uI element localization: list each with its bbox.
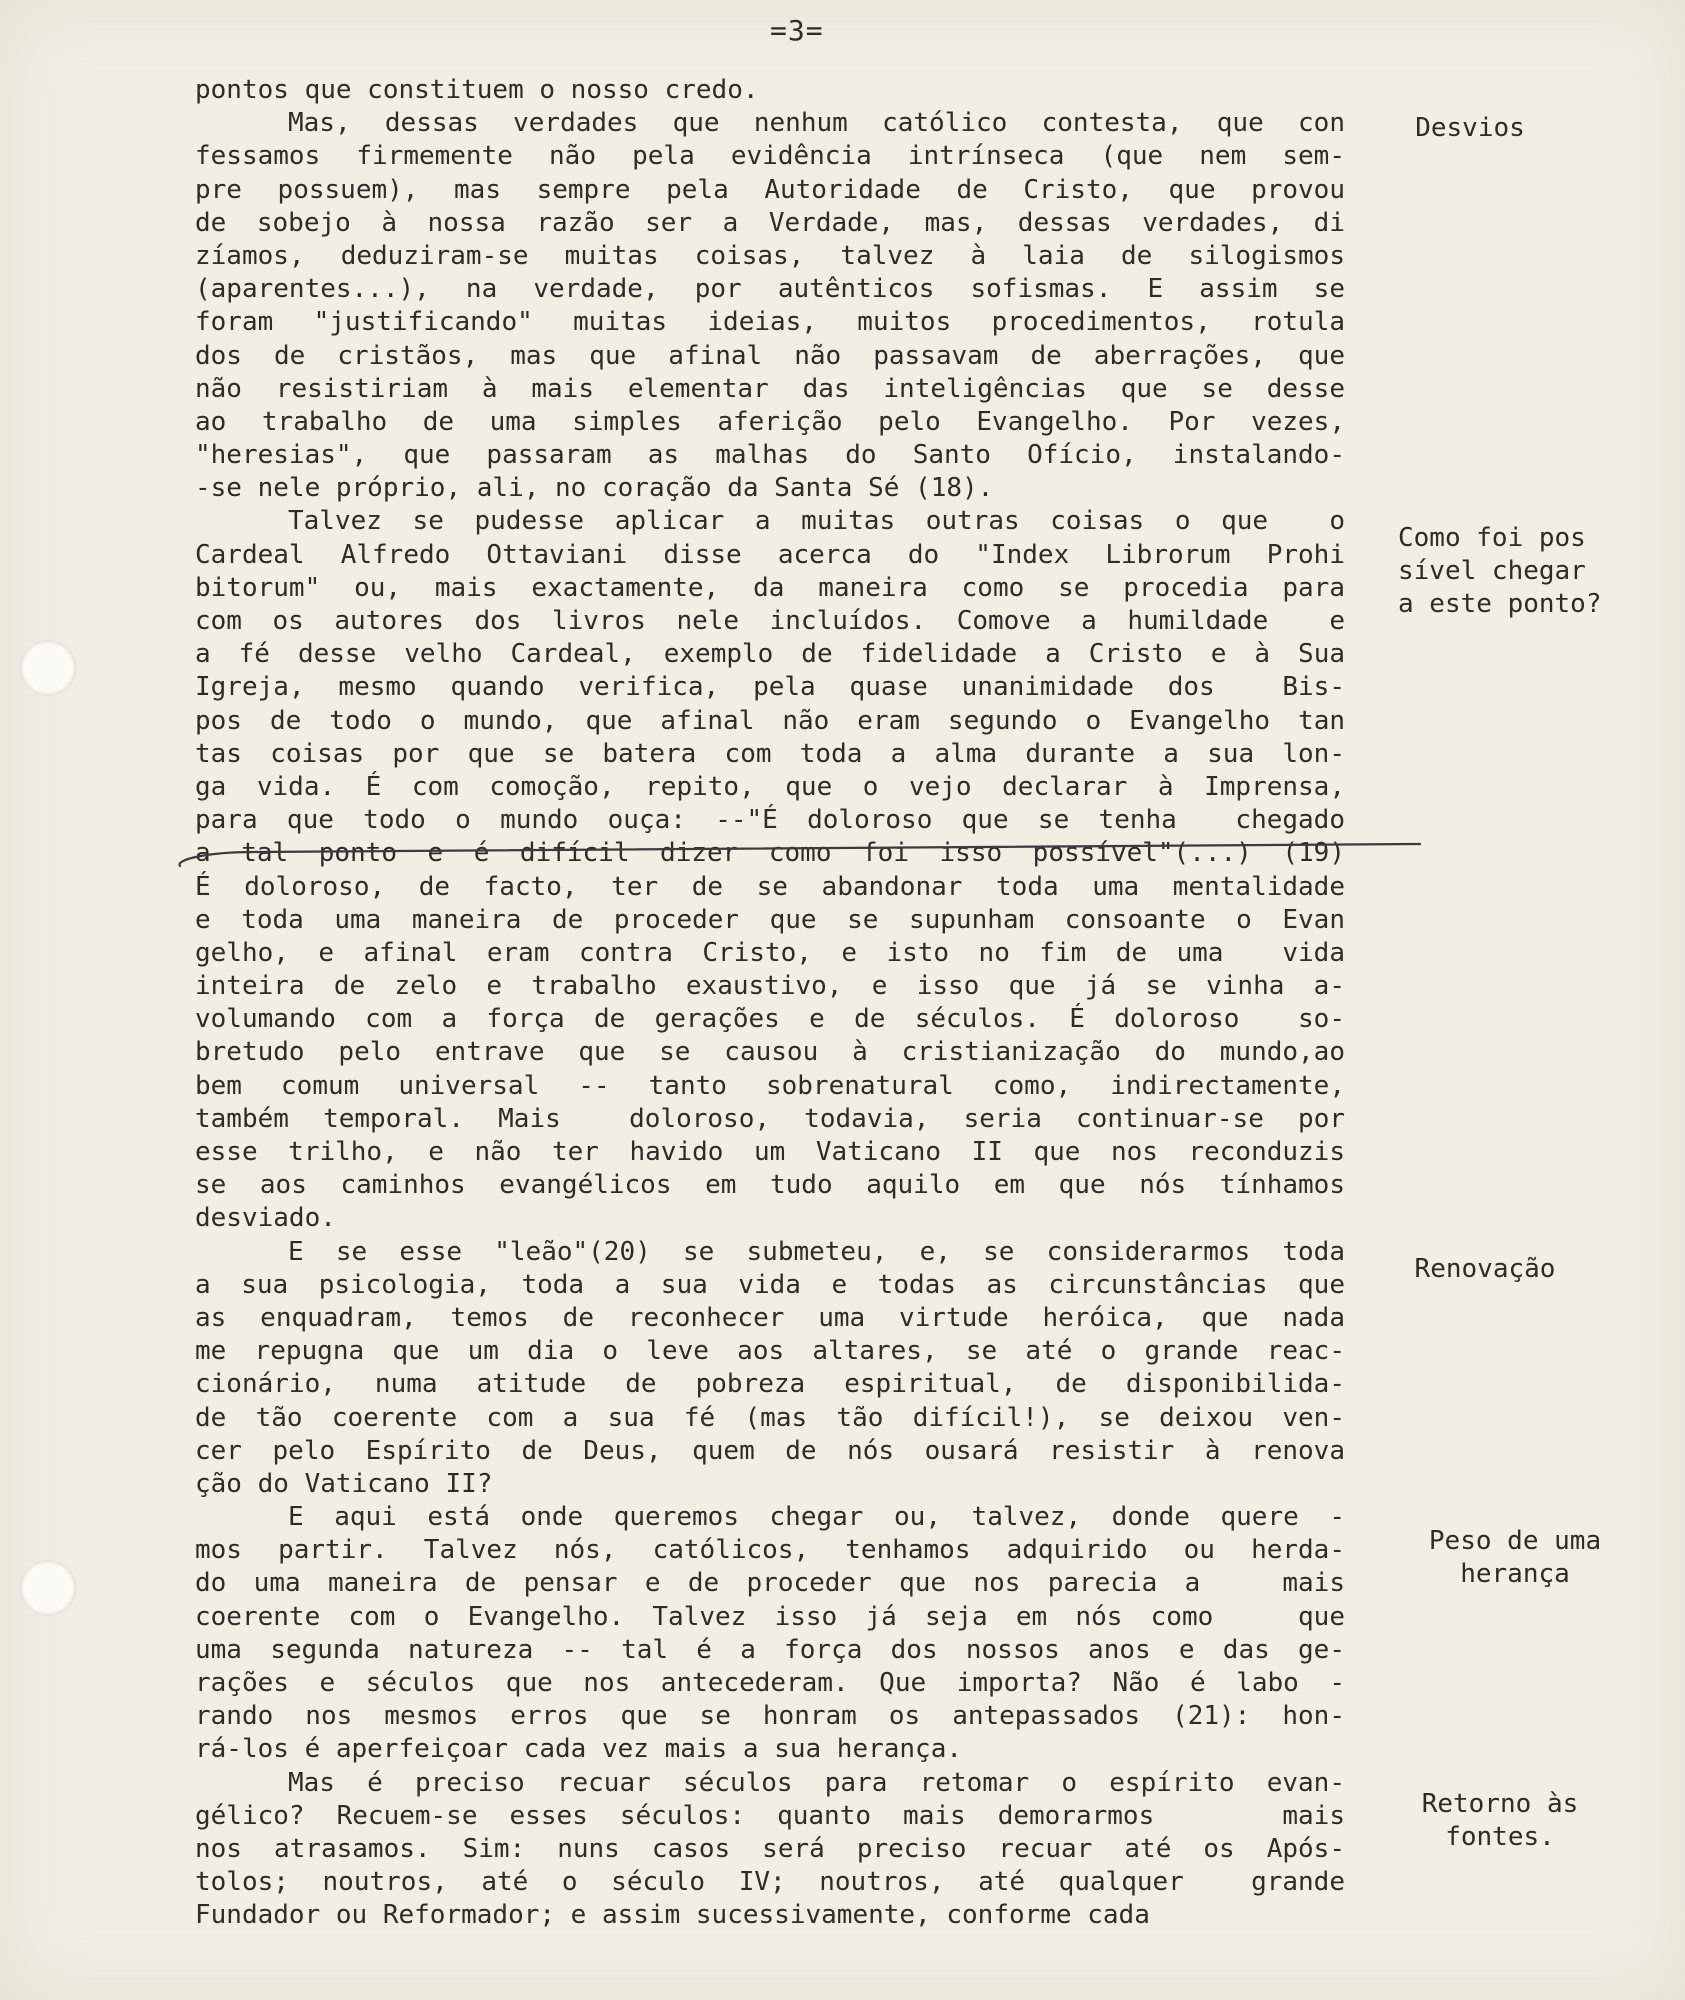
text-line: gelho, e afinal eram contra Cristo, e isto no fim de uma vida (195, 937, 1345, 968)
text-line: rando nos mesmos erros que se honram os antepassados (21): hon- (195, 1701, 1345, 1732)
margin-note-line: sível chegar (1398, 556, 1586, 586)
text-line: tolos; noutros, até o século IV; noutros, até qualquer grande (195, 1867, 1345, 1898)
text-line: Cardeal Alfredo Ottaviani disse acerca do "Index Librorum Prohi (195, 539, 1345, 570)
text-line: e toda uma maneira de proceder que se supunham consoante o Evan (195, 904, 1345, 935)
margin-note-como-foi (1398, 522, 1638, 621)
text-line: esse trilho, e não ter havido um Vaticano II que nos reconduzis (195, 1137, 1345, 1167)
margin-note-line: a este ponto? (1398, 589, 1602, 619)
text-line: para que todo o mundo ouça: --"É doloroso que se tenha chegado (195, 805, 1345, 836)
text-line: foram "justificando" muitas ideias, muitos procedimentos, rotula (195, 307, 1345, 338)
text-line: as enquadram, temos de reconhecer uma virtude heróica, que nada (195, 1302, 1345, 1333)
text-line: ao trabalho de uma simples aferição pelo Evangelho. Por vezes, (195, 406, 1345, 437)
text-line: dos de cristãos, mas que afinal não passavam de aberrações, que (195, 340, 1345, 371)
text-line: Igreja, mesmo quando verifica, pela quase unanimidade dos Bis- (195, 672, 1345, 703)
margin-note-line: herança (1460, 1559, 1570, 1589)
text-line: não resistiriam à mais elementar das inteligências que se desse (195, 373, 1345, 404)
text-line: (aparentes...), na verdade, por autênticos sofismas. E assim se (195, 274, 1345, 305)
text-line: Mas, dessas verdades que nenhum católico contesta, que con (288, 108, 1345, 139)
text-line: a tal ponto e é difícil dizer como foi isso possível"(...) (19) (195, 838, 1345, 869)
text-line: gélico? Recuem-se esses séculos: quanto mais demorarmos mais (195, 1800, 1345, 1831)
margin-note-desvios (1340, 112, 1600, 145)
text-line: de tão coerente com a sua fé (mas tão difícil!), se deixou ven- (195, 1402, 1345, 1433)
text-line: ção do Vaticano II? (195, 1468, 493, 1499)
text-line: desviado. (195, 1203, 336, 1234)
text-line: ga vida. É com comoção, repito, que o vejo declarar à Imprensa, (195, 771, 1345, 802)
text-line: Fundador ou Reformador; e assim sucessivamente, conforme cada (195, 1900, 1150, 1931)
punch-hole (20, 640, 76, 696)
margin-note-line: fontes. (1445, 1822, 1555, 1852)
text-line: rá-los é aperfeiçoar cada vez mais a sua herança. (195, 1734, 963, 1765)
margin-note-line: Peso de uma (1428, 1526, 1602, 1556)
text-line: a fé desse velho Cardeal, exemplo de fidelidade a Cristo e à Sua (195, 639, 1345, 670)
text-line: se aos caminhos evangélicos em tudo aquilo em que nós tínhamos (195, 1170, 1345, 1201)
text-line: coerente com o Evangelho. Talvez isso já seja em nós como que (195, 1601, 1345, 1632)
margin-note-line: Desvios (1415, 113, 1525, 143)
text-line: uma segunda natureza -- tal é a força dos nossos anos e das ge- (195, 1634, 1345, 1665)
text-line: pre possuem), mas sempre pela Autoridade de Cristo, que provou (195, 174, 1345, 205)
text-line: mos partir. Talvez nós, católicos, tenhamos adquirido ou herda- (195, 1535, 1345, 1566)
text-line: tas coisas por que se batera com toda a alma durante a sua lon- (195, 738, 1345, 769)
margin-note-peso (1385, 1525, 1645, 1591)
text-line: pos de todo o mundo, que afinal não eram segundo o Evangelho tan (195, 705, 1345, 736)
text-line: -se nele próprio, ali, no coração da Santa Sé (18). (195, 473, 994, 504)
text-line: a sua psicologia, toda a sua vida e todas as circunstâncias que (195, 1269, 1345, 1300)
text-line: com os autores dos livros nele incluídos. Comove a humildade e (195, 606, 1345, 636)
text-line: me repugna que um dia o leve aos altares, se até o grande reac- (195, 1336, 1345, 1367)
text-line: Talvez se pudesse aplicar a muitas outras coisas o que o (288, 506, 1345, 537)
text-line: zíamos, deduziram-se muitas coisas, talvez à laia de silogismos (195, 240, 1345, 271)
text-line: cer pelo Espírito de Deus, quem de nós ousará resistir à renova (195, 1435, 1345, 1466)
text-line: E aqui está onde queremos chegar ou, talvez, donde quere - (288, 1502, 1345, 1533)
text-line: bitorum" ou, mais exactamente, da maneira como se procedia para (195, 572, 1345, 603)
text-line: "heresias", que passaram as malhas do Santo Ofício, instalando- (195, 440, 1345, 471)
text-line: rações e séculos que nos antecederam. Que importa? Não é labo - (195, 1668, 1345, 1698)
margin-note-line: Como foi pos (1398, 523, 1586, 553)
punch-hole (20, 1560, 76, 1616)
body-text (195, 74, 1345, 1933)
margin-note-retorno (1370, 1788, 1630, 1854)
margin-note-line: Retorno às (1421, 1789, 1579, 1819)
text-line: inteira de zelo e trabalho exaustivo, e isso que já se vinha a- (195, 971, 1345, 1002)
margin-note-renovacao (1355, 1253, 1615, 1286)
text-line: E se esse "leão"(20) se submeteu, e, se considerarmos toda (288, 1236, 1345, 1267)
text-line: fessamos firmemente não pela evidência intrínseca (que nem sem- (195, 141, 1345, 172)
text-line: Mas é preciso recuar séculos para retomar o espírito evan- (288, 1767, 1345, 1798)
text-line: do uma maneira de pensar e de proceder que nos parecia a mais (195, 1568, 1345, 1599)
text-line: pontos que constituem o nosso credo. (195, 75, 759, 105)
text-line: cionário, numa atitude de pobreza espiritual, de disponibilida- (195, 1369, 1345, 1400)
page-number: =3= (770, 14, 824, 47)
margin-note-line: Renovação (1414, 1254, 1556, 1284)
text-line: também temporal. Mais doloroso, todavia, seria continuar-se por (195, 1103, 1345, 1134)
text-line: bretudo pelo entrave que se causou à cristianização do mundo,ao (195, 1037, 1345, 1068)
text-line: É doloroso, de facto, ter de se abandonar toda uma mentalidade (195, 871, 1345, 902)
text-line: bem comum universal -- tanto sobrenatural como, indirectamente, (195, 1070, 1345, 1101)
text-line: nos atrasamos. Sim: nuns casos será preciso recuar até os Após- (195, 1833, 1345, 1864)
text-line: volumando com a força de gerações e de séculos. É doloroso so- (195, 1004, 1345, 1035)
text-line: de sobejo à nossa razão ser a Verdade, mas, dessas verdades, di (195, 207, 1345, 238)
